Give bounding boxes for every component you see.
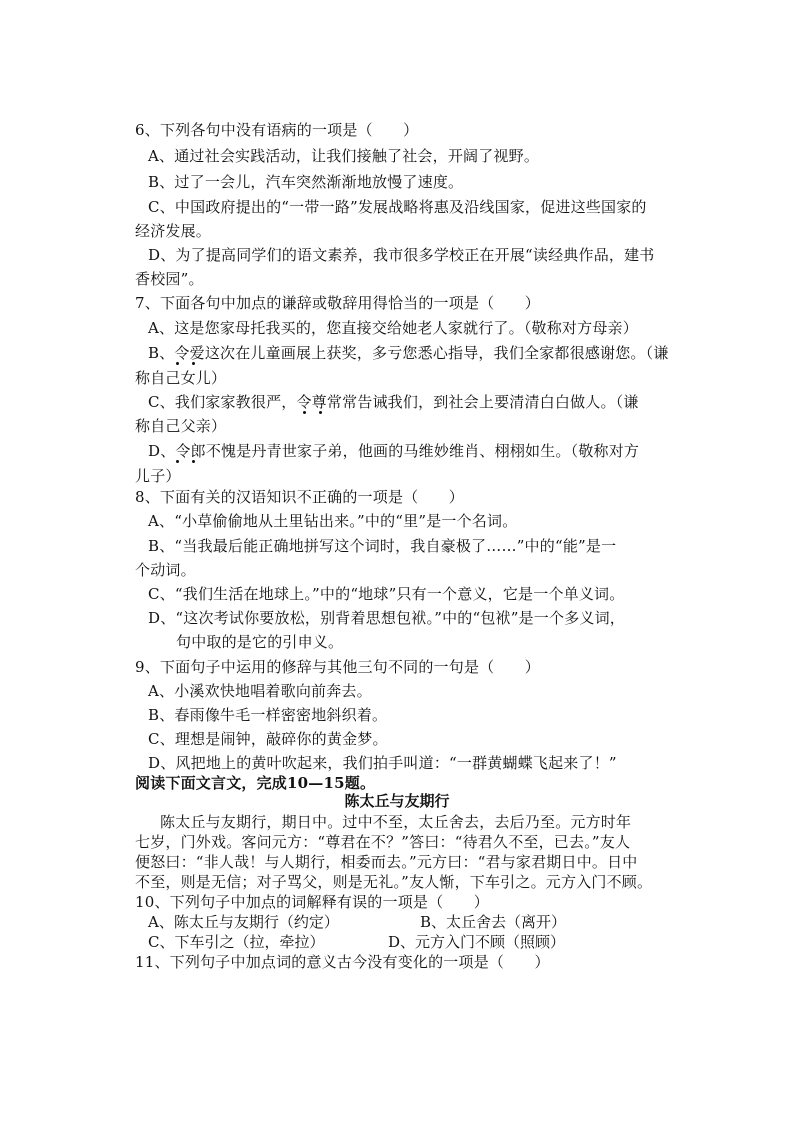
option-7b: B、令爱这次在儿童画展上获奖，多亏您悉心指导，我们全家都很感谢您。（谦 [148, 344, 669, 362]
option-6b: B、过了一会儿，汽车突然渐渐地放慢了速度。 [148, 173, 464, 191]
emphasis-dot [319, 411, 322, 414]
passage-line-3: 便怒曰：“非人哉！与人期行，相委而去。”元方曰：“君与家君期日中。日中 [135, 853, 638, 871]
option-7d-cont: 儿子） [135, 467, 181, 485]
option-7c: C、我们家家教很严，令尊常常告诫我们，到社会上要清清白白做人。（谦 [148, 393, 639, 411]
emphasis-dot [192, 460, 195, 463]
option-8a: A、“小草偷偷地从土里钻出来。”中的“里”是一个名词。 [148, 512, 518, 530]
passage-title: 陈太丘与友期行 [344, 792, 450, 810]
option-7d: D、令郎不愧是丹青世家子弟，他画的马维妙维肖、栩栩如生。（敬称对方 [148, 442, 640, 460]
option-8b-cont: 个动词。 [135, 561, 196, 579]
option-9a: A、小溪欢快地唱着歌向前奔去。 [148, 682, 372, 700]
passage-line-1: 陈太丘与友期行，期日中。过中不至，太丘舍去，去后乃至。元方时年 [160, 813, 632, 831]
option-8d: D、“这次考试你要放松，别背着思想包袱。”中的“包袱”是一个多义词， [148, 609, 626, 627]
option-9d: D、风把地上的黄叶吹起来，我们拍手叫道：“一群黄蝴蝶飞起来了！” [148, 754, 617, 772]
question-7: 7、下面各句中加点的谦辞或敬辞用得恰当的一项是（ ） [135, 294, 540, 312]
option-10d: D、元方入门不顾（照顾） [388, 933, 566, 951]
question-11: 11、下列句子中加点词的意义古今没有变化的一项是（ ） [135, 953, 550, 971]
question-10: 10、下列句子中加点的词解释有误的一项是（ ） [135, 893, 489, 911]
option-10b: B、太丘舍去（离开） [420, 913, 567, 931]
option-6c: C、中国政府提出的“一带一路”发展战略将惠及沿线国家，促进这些国家的 [148, 198, 647, 216]
option-10c: C、下车引之（拉，牵拉） [148, 933, 325, 951]
option-7a: A、这是您家母托我买的，您直接交给她老人家就行了。（敬称对方母亲） [148, 319, 638, 337]
question-8: 8、下面有关的汉语知识不正确的一项是（ ） [135, 488, 464, 506]
option-9b: B、春雨像牛毛一样密密地斜织着。 [148, 706, 388, 724]
emphasis-dot [176, 362, 179, 365]
option-7c-cont: 称自己父亲） [135, 417, 227, 435]
question-9: 9、下面句子中运用的修辞与其他三句不同的一句是（ ） [135, 658, 540, 676]
option-7b-cont: 称自己女儿） [135, 369, 227, 387]
passage-line-2: 七岁，门外戏。客问元方：“尊君在不？”答曰：“待君久不至，已去。”友人 [135, 833, 631, 851]
option-8d-cont: 句中取的是它的引申义。 [176, 633, 344, 651]
option-8c: C、“我们生活在地球上。”中的“地球”只有一个意义，它是一个单义词。 [148, 585, 625, 603]
passage-line-4: 不至，则是无信；对子骂父，则是无礼。”友人惭，下车引之。元方入门不顾。 [135, 873, 653, 891]
emphasis-dot [176, 460, 179, 463]
emphasis-dot [303, 411, 306, 414]
option-6d: D、为了提高同学们的语文素养，我市很多学校正在开展“读经典作品，建书 [148, 246, 655, 264]
option-6c-cont: 经济发展。 [135, 222, 212, 240]
option-6a: A、通过社会实践活动，让我们接触了社会，开阔了视野。 [148, 147, 540, 165]
emphasis-dot [192, 362, 195, 365]
option-6d-cont: 香校园”。 [135, 270, 204, 288]
reading-instruction: 阅读下面文言文，完成10—15题。 [135, 774, 376, 792]
option-9c: C、理想是闹钟，敲碎你的黄金梦。 [148, 730, 388, 748]
option-10a: A、陈太丘与友期行（约定） [148, 913, 339, 931]
option-8b: B、“当我最后能正确地拼写这个词时，我自豪极了……”中的“能”是一 [148, 537, 617, 555]
question-6: 6、下列各句中没有语病的一项是（ ） [135, 121, 419, 139]
